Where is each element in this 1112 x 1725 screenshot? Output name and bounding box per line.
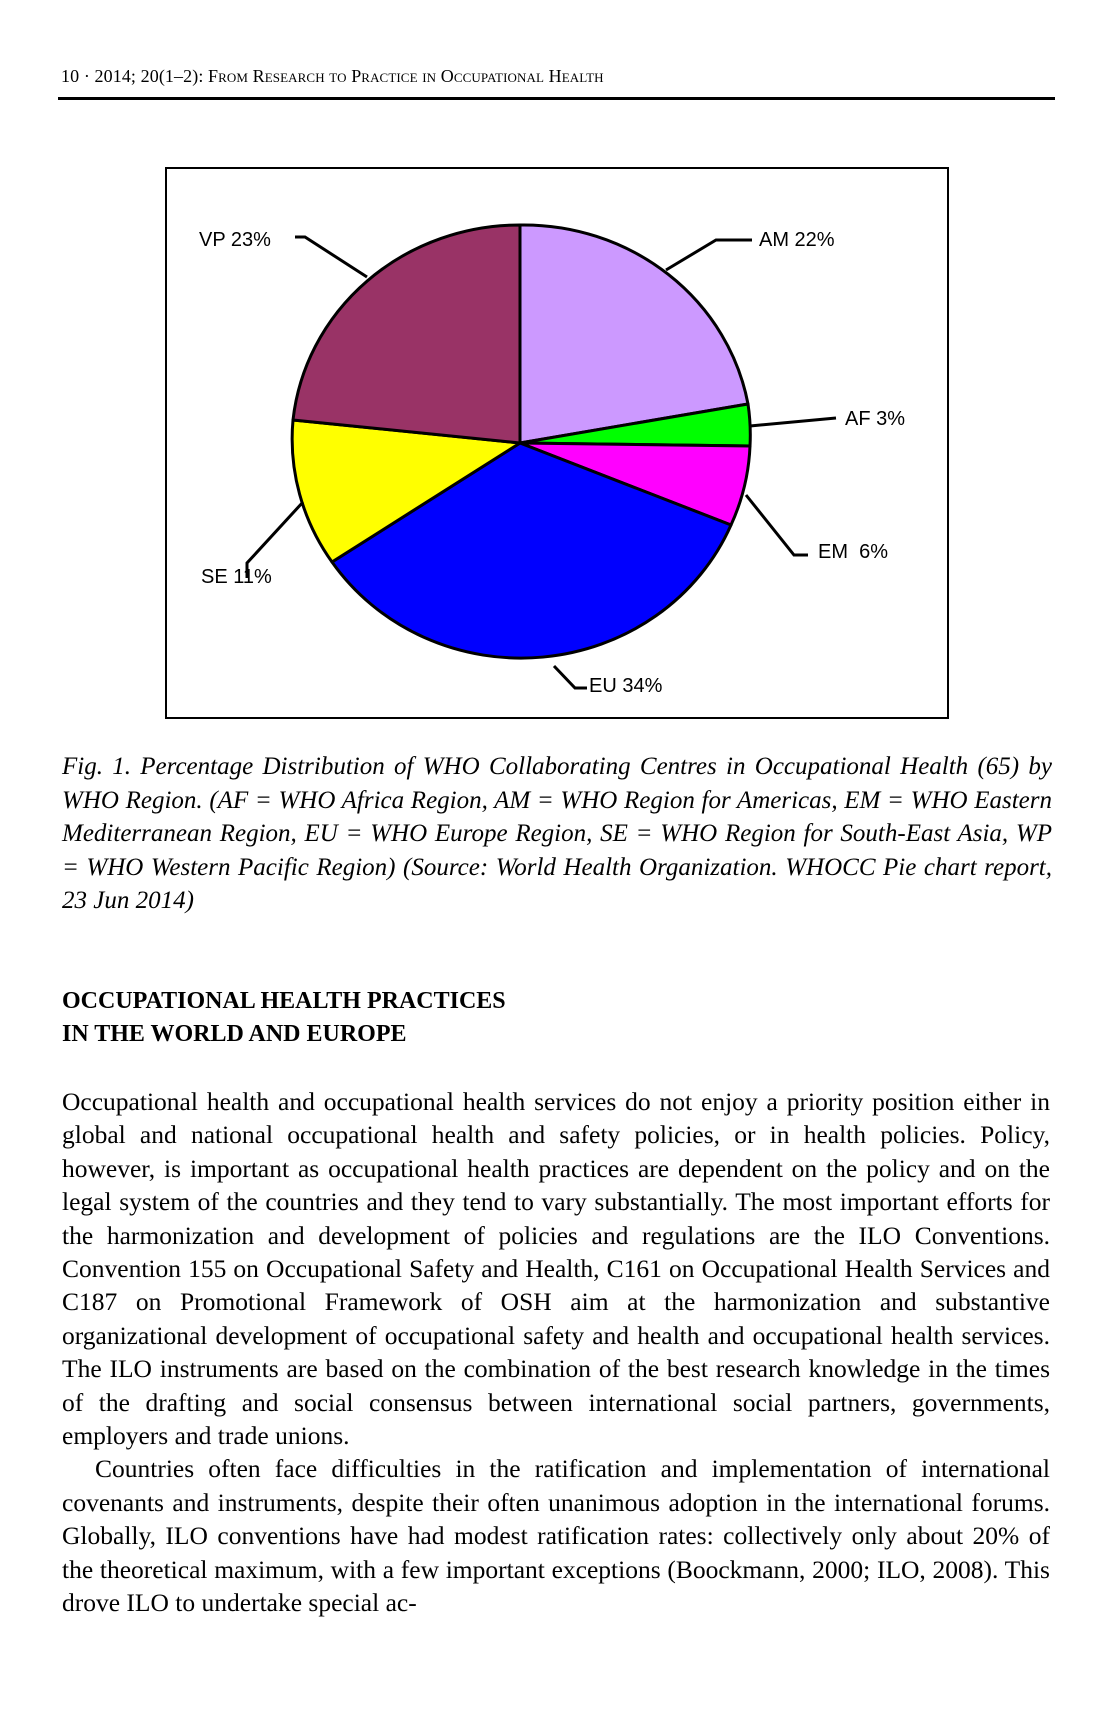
section-heading-line-2: IN THE WORLD AND EUROPE: [62, 1021, 407, 1047]
leader-line-af: [750, 418, 836, 426]
leader-line-eu: [554, 666, 587, 688]
label-eu: EU 34%: [589, 675, 663, 697]
page-number: 10: [61, 66, 80, 86]
label-se: SE 11%: [201, 566, 272, 588]
label-am: AM 22%: [759, 229, 835, 251]
paragraph-1: Occupational health and occupational health services do not enjoy a priority position either in global and national occupational health and safety policies, or in health policies. Policy, however, is important as occupational health practices are dependent on the policy and on the legal system of the countries and they tend to vary substantially. The most important efforts for the harmonization and development of policies and regulations are the ILO Conventions. Convention 155 on Occupational Safety and Health, C161 on Occupational Health Services and C187 on Promotional Framework of OSH aim at the harmonization and substantive organizational development of occupational safety and health and occupational health services. The ILO instruments are based on the combination of the best research knowledge in the times of the drafting and social consensus between international social partners, governments, employers and trade unions.: [62, 1087, 1050, 1451]
body-text: [62, 1085, 1050, 1620]
section-heading-line-1: OCCUPATIONAL HEALTH PRACTICES: [62, 988, 506, 1014]
label-vp: VP 23%: [199, 229, 271, 251]
section-heading: [62, 985, 506, 1051]
figure-frame: [165, 167, 949, 719]
slice-vp: [293, 225, 520, 443]
journal-title: From Research to Practice in Occupational Health: [208, 66, 604, 86]
label-af: AF 3%: [845, 408, 906, 430]
figure-caption: Fig. 1. Percentage Distribution of WHO Collaborating Centres in Occupational Health (65) by WHO Region. (AF = WHO Africa Region, AM = WHO Region for Americas, EM = WHO Eastern Mediterranean Region, EU = WHO Europe Region, SE = WHO Region for South-East Asia, WP = WHO Western Pacific Region) (Source: World Health Organization. WHOCC Pie chart report, 23 Jun 2014): [62, 753, 1052, 914]
pie-chart: [0, 0, 1112, 760]
issue-citation: 2014; 20(1–2):: [94, 66, 204, 86]
leader-line-em: [746, 495, 808, 555]
leader-line-am: [666, 240, 752, 270]
leader-line-vp: [295, 237, 367, 277]
separator: ·: [83, 66, 90, 86]
label-em: EM 6%: [818, 541, 889, 563]
paragraph-2: Countries often face difficulties in the ratification and implementation of international covenants and instruments, despite their often unanimous adoption in the international forums. Globally, ILO conventions have had modest ratification rates: collectively only about 20% of the theoretical maximum, with a few important exceptions (Boockmann, 2000; ILO, 2008). This drove ILO to undertake special ac-: [62, 1454, 1050, 1618]
